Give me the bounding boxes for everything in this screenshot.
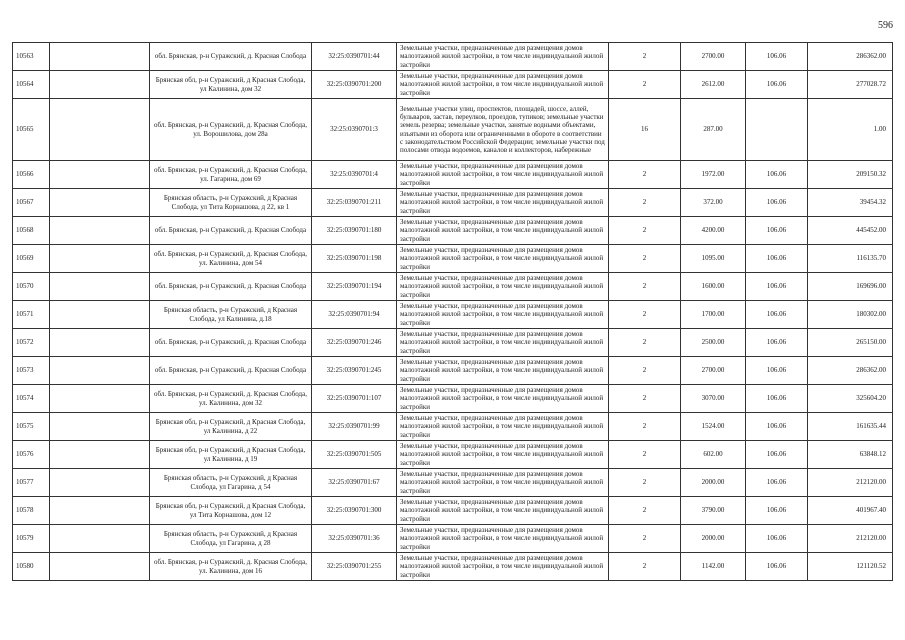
address-cell: обл. Брянская, р-н Суражский, д. Красная Слобода xyxy=(150,329,312,357)
row-number-cell: 10567 xyxy=(13,189,50,217)
cadastral-value-cell: 209150.32 xyxy=(808,161,893,189)
use-group-cell: 2 xyxy=(609,357,681,385)
specific-value-cell: 106.06 xyxy=(746,329,808,357)
table-row xyxy=(13,273,893,301)
area-cell: 4200.00 xyxy=(681,217,746,245)
area-cell: 287.00 xyxy=(681,99,746,161)
area-cell: 1600.00 xyxy=(681,273,746,301)
cadastral-value-cell: 116135.70 xyxy=(808,245,893,273)
land-use-cell: Земельные участки, предназначенные для размещения домов малоэтажной жилой застройки, в том числе индивидуальной жилой застройки xyxy=(397,497,609,525)
address-cell: обл. Брянская, р-н Суражский, д. Красная Слобода xyxy=(150,357,312,385)
use-group-cell: 2 xyxy=(609,71,681,99)
area-cell: 602.00 xyxy=(681,441,746,469)
specific-value-cell: 106.06 xyxy=(746,385,808,413)
use-group-cell: 2 xyxy=(609,43,681,71)
use-group-cell: 2 xyxy=(609,553,681,581)
cadastral-value-cell: 39454.32 xyxy=(808,189,893,217)
blank-cell xyxy=(50,43,150,71)
area-cell: 1700.00 xyxy=(681,301,746,329)
land-use-cell: Земельные участки, предназначенные для размещения домов малоэтажной жилой застройки, в том числе индивидуальной жилой застройки xyxy=(397,357,609,385)
row-number-cell: 10566 xyxy=(13,161,50,189)
row-number-cell: 10579 xyxy=(13,525,50,553)
cadastral-number-cell: 32:25:0390701:94 xyxy=(312,301,397,329)
row-number-cell: 10565 xyxy=(13,99,50,161)
blank-cell xyxy=(50,413,150,441)
blank-cell xyxy=(50,301,150,329)
use-group-cell: 2 xyxy=(609,217,681,245)
address-cell: обл. Брянская, р-н Суражский, д. Красная Слобода xyxy=(150,273,312,301)
area-cell: 3790.00 xyxy=(681,497,746,525)
cadastral-value-cell: 161635.44 xyxy=(808,413,893,441)
blank-cell xyxy=(50,217,150,245)
table-row xyxy=(13,525,893,553)
table-row xyxy=(13,161,893,189)
cadastral-value-cell: 212120.00 xyxy=(808,525,893,553)
use-group-cell: 2 xyxy=(609,441,681,469)
land-use-cell: Земельные участки, предназначенные для размещения домов малоэтажной жилой застройки, в том числе индивидуальной жилой застройки xyxy=(397,525,609,553)
land-use-cell: Земельные участки, предназначенные для размещения домов малоэтажной жилой застройки, в том числе индивидуальной жилой застройки xyxy=(397,43,609,71)
cadastral-number-cell: 32:25:0390701:211 xyxy=(312,189,397,217)
cadastral-number-cell: 32:25:0390701:255 xyxy=(312,553,397,581)
address-cell: обл. Брянская, р-н Суражский, д. Красная Слобода xyxy=(150,43,312,71)
address-cell: обл. Брянская, р-н Суражский, д. Красная Слобода xyxy=(150,217,312,245)
land-use-cell: Земельные участки, предназначенные для размещения домов малоэтажной жилой застройки, в том числе индивидуальной жилой застройки xyxy=(397,385,609,413)
blank-cell xyxy=(50,385,150,413)
specific-value-cell: 106.06 xyxy=(746,273,808,301)
area-cell: 1095.00 xyxy=(681,245,746,273)
use-group-cell: 2 xyxy=(609,413,681,441)
cadastral-number-cell: 32:25:0390701:44 xyxy=(312,43,397,71)
cadastral-value-cell: 277028.72 xyxy=(808,71,893,99)
cadastral-value-cell: 445452.00 xyxy=(808,217,893,245)
address-cell: обл. Брянская, р-н Суражский, д. Красная Слобода, ул. Гагарина, дом 69 xyxy=(150,161,312,189)
table-row xyxy=(13,469,893,497)
specific-value-cell xyxy=(746,99,808,161)
blank-cell xyxy=(50,441,150,469)
table-row xyxy=(13,217,893,245)
area-cell: 2500.00 xyxy=(681,329,746,357)
table-row xyxy=(13,413,893,441)
blank-cell xyxy=(50,99,150,161)
row-number-cell: 10568 xyxy=(13,217,50,245)
blank-cell xyxy=(50,497,150,525)
row-number-cell: 10564 xyxy=(13,71,50,99)
blank-cell xyxy=(50,525,150,553)
table-row xyxy=(13,357,893,385)
table-row xyxy=(13,385,893,413)
use-group-cell: 2 xyxy=(609,301,681,329)
land-use-cell: Земельные участки, предназначенные для размещения домов малоэтажной жилой застройки, в том числе индивидуальной жилой застройки xyxy=(397,441,609,469)
address-cell: Брянская область, р-н Суражский, д Красная Слобода, ул Гагарина, д 28 xyxy=(150,525,312,553)
page-number: 596 xyxy=(878,20,893,31)
land-use-cell: Земельные участки, предназначенные для размещения домов малоэтажной жилой застройки, в том числе индивидуальной жилой застройки xyxy=(397,189,609,217)
blank-cell xyxy=(50,273,150,301)
specific-value-cell: 106.06 xyxy=(746,217,808,245)
area-cell: 2000.00 xyxy=(681,469,746,497)
table-row xyxy=(13,43,893,71)
table-row xyxy=(13,441,893,469)
use-group-cell: 2 xyxy=(609,497,681,525)
cadastral-number-cell: 32:25:0390701:180 xyxy=(312,217,397,245)
cadastral-number-cell: 32:25:0390701:107 xyxy=(312,385,397,413)
table-row xyxy=(13,301,893,329)
area-cell: 1524.00 xyxy=(681,413,746,441)
row-number-cell: 10570 xyxy=(13,273,50,301)
cadastral-number-cell: 32:25:0390701:245 xyxy=(312,357,397,385)
cadastral-number-cell: 32:25:0390701:4 xyxy=(312,161,397,189)
use-group-cell: 2 xyxy=(609,329,681,357)
cadastral-number-cell: 32:25:0390701:246 xyxy=(312,329,397,357)
cadastral-number-cell: 32:25:0390701:198 xyxy=(312,245,397,273)
specific-value-cell: 106.06 xyxy=(746,413,808,441)
land-use-cell: Земельные участки, предназначенные для размещения домов малоэтажной жилой застройки, в том числе индивидуальной жилой застройки xyxy=(397,161,609,189)
cadastral-value-cell: 401967.40 xyxy=(808,497,893,525)
land-use-cell: Земельные участки, предназначенные для размещения домов малоэтажной жилой застройки, в том числе индивидуальной жилой застройки xyxy=(397,329,609,357)
row-number-cell: 10576 xyxy=(13,441,50,469)
row-number-cell: 10572 xyxy=(13,329,50,357)
address-cell: Брянская обл, р-н Суражский, д Красная Слобода, ул Тита Корнашова, дом 12 xyxy=(150,497,312,525)
use-group-cell: 2 xyxy=(609,161,681,189)
land-use-cell: Земельные участки, предназначенные для размещения домов малоэтажной жилой застройки, в том числе индивидуальной жилой застройки xyxy=(397,413,609,441)
area-cell: 2612.00 xyxy=(681,71,746,99)
cadastral-value-cell: 325604.20 xyxy=(808,385,893,413)
use-group-cell: 2 xyxy=(609,273,681,301)
cadastral-value-cell: 169696.00 xyxy=(808,273,893,301)
cadastral-value-cell: 265150.00 xyxy=(808,329,893,357)
address-cell: Брянская обл, р-н Суражский, д Красная Слобода, ул Калинина, д 22 xyxy=(150,413,312,441)
area-cell: 372.00 xyxy=(681,189,746,217)
row-number-cell: 10578 xyxy=(13,497,50,525)
row-number-cell: 10575 xyxy=(13,413,50,441)
row-number-cell: 10577 xyxy=(13,469,50,497)
cadastral-value-cell: 121120.52 xyxy=(808,553,893,581)
specific-value-cell: 106.06 xyxy=(746,71,808,99)
address-cell: Брянская область, р-н Суражский, д Красная Слобода, ул Калинина, д.18 xyxy=(150,301,312,329)
specific-value-cell: 106.06 xyxy=(746,301,808,329)
cadastral-number-cell: 32:25:0390701:194 xyxy=(312,273,397,301)
row-number-cell: 10563 xyxy=(13,43,50,71)
specific-value-cell: 106.06 xyxy=(746,161,808,189)
blank-cell xyxy=(50,161,150,189)
land-use-cell: Земельные участки улиц, проспектов, площадей, шоссе, аллей, бульваров, застав, переулков, проездов, тупиков; земельные участки земель резерва; земельные участки, занятые водными объектами, изъятыми из оборота или ограниченными в обороте в соответствии с законодательством Российской Федерации; земельные участки под полосами отвода водоемов, каналов и коллекторов, набережные xyxy=(397,99,609,161)
cadastral-value-cell: 1.00 xyxy=(808,99,893,161)
address-cell: обл. Брянская, р-н Суражский, д. Красная Слобода, ул. Калинина, дом 54 xyxy=(150,245,312,273)
table-row xyxy=(13,329,893,357)
area-cell: 3070.00 xyxy=(681,385,746,413)
cadastral-number-cell: 32:25:0390701:300 xyxy=(312,497,397,525)
row-number-cell: 10571 xyxy=(13,301,50,329)
cadastral-number-cell: 32:25:0390701:505 xyxy=(312,441,397,469)
cadastral-value-cell: 286362.00 xyxy=(808,357,893,385)
specific-value-cell: 106.06 xyxy=(746,525,808,553)
land-use-cell: Земельные участки, предназначенные для размещения домов малоэтажной жилой застройки, в том числе индивидуальной жилой застройки xyxy=(397,217,609,245)
land-use-cell: Земельные участки, предназначенные для размещения домов малоэтажной жилой застройки, в том числе индивидуальной жилой застройки xyxy=(397,469,609,497)
use-group-cell: 16 xyxy=(609,99,681,161)
use-group-cell: 2 xyxy=(609,245,681,273)
cadastral-value-cell: 63848.12 xyxy=(808,441,893,469)
specific-value-cell: 106.06 xyxy=(746,441,808,469)
specific-value-cell: 106.06 xyxy=(746,497,808,525)
use-group-cell: 2 xyxy=(609,525,681,553)
cadastral-value-cell: 286362.00 xyxy=(808,43,893,71)
row-number-cell: 10574 xyxy=(13,385,50,413)
use-group-cell: 2 xyxy=(609,469,681,497)
cadastral-number-cell: 32:25:0390701:99 xyxy=(312,413,397,441)
specific-value-cell: 106.06 xyxy=(746,43,808,71)
cadastral-number-cell: 32:25:0390701:67 xyxy=(312,469,397,497)
specific-value-cell: 106.06 xyxy=(746,245,808,273)
row-number-cell: 10569 xyxy=(13,245,50,273)
address-cell: Брянская обл, р-н Суражский, д Красная Слобода, ул Калинина, дом 32 xyxy=(150,71,312,99)
cadastral-value-cell: 212120.00 xyxy=(808,469,893,497)
blank-cell xyxy=(50,71,150,99)
specific-value-cell: 106.06 xyxy=(746,469,808,497)
table-row xyxy=(13,497,893,525)
blank-cell xyxy=(50,469,150,497)
address-cell: обл. Брянская, р-н Суражский, д. Красная Слобода, ул. Калинина, дом 32 xyxy=(150,385,312,413)
blank-cell xyxy=(50,357,150,385)
row-number-cell: 10580 xyxy=(13,553,50,581)
area-cell: 1972.00 xyxy=(681,161,746,189)
specific-value-cell: 106.06 xyxy=(746,553,808,581)
land-use-cell: Земельные участки, предназначенные для размещения домов малоэтажной жилой застройки, в том числе индивидуальной жилой застройки xyxy=(397,245,609,273)
cadastral-number-cell: 32:25:0390701:3 xyxy=(312,99,397,161)
area-cell: 2700.00 xyxy=(681,43,746,71)
area-cell: 2000.00 xyxy=(681,525,746,553)
use-group-cell: 2 xyxy=(609,189,681,217)
table-row xyxy=(13,553,893,581)
cadastral-value-table xyxy=(12,42,893,581)
area-cell: 1142.00 xyxy=(681,553,746,581)
land-use-cell: Земельные участки, предназначенные для размещения домов малоэтажной жилой застройки, в том числе индивидуальной жилой застройки xyxy=(397,301,609,329)
blank-cell xyxy=(50,189,150,217)
land-use-cell: Земельные участки, предназначенные для размещения домов малоэтажной жилой застройки, в том числе индивидуальной жилой застройки xyxy=(397,553,609,581)
use-group-cell: 2 xyxy=(609,385,681,413)
cadastral-number-cell: 32:25:0390701:36 xyxy=(312,525,397,553)
land-use-cell: Земельные участки, предназначенные для размещения домов малоэтажной жилой застройки, в том числе индивидуальной жилой застройки xyxy=(397,273,609,301)
table-row xyxy=(13,189,893,217)
table-row xyxy=(13,71,893,99)
address-cell: Брянская обл, р-н Суражский, д Красная Слобода, ул Калинина, д 19 xyxy=(150,441,312,469)
area-cell: 2700.00 xyxy=(681,357,746,385)
specific-value-cell: 106.06 xyxy=(746,357,808,385)
row-number-cell: 10573 xyxy=(13,357,50,385)
address-cell: Брянская область, р-н Суражский, д Красная Слобода, ул Гагарина, д 54 xyxy=(150,469,312,497)
blank-cell xyxy=(50,245,150,273)
address-cell: обл. Брянская, р-н Суражский, д. Красная Слобода, ул. Ворошилова, дом 28а xyxy=(150,99,312,161)
table-row xyxy=(13,99,893,161)
address-cell: Брянская область, р-н Суражский, д Красная Слобода, ул Тита Корнашова, д 22, кв 1 xyxy=(150,189,312,217)
cadastral-number-cell: 32:25:0390701:200 xyxy=(312,71,397,99)
address-cell: обл. Брянская, р-н Суражский, д. Красная Слобода, ул. Калинина, дом 16 xyxy=(150,553,312,581)
land-use-cell: Земельные участки, предназначенные для размещения домов малоэтажной жилой застройки, в том числе индивидуальной жилой застройки xyxy=(397,71,609,99)
cadastral-value-cell: 180302.00 xyxy=(808,301,893,329)
blank-cell xyxy=(50,553,150,581)
specific-value-cell: 106.06 xyxy=(746,189,808,217)
table-row xyxy=(13,245,893,273)
blank-cell xyxy=(50,329,150,357)
